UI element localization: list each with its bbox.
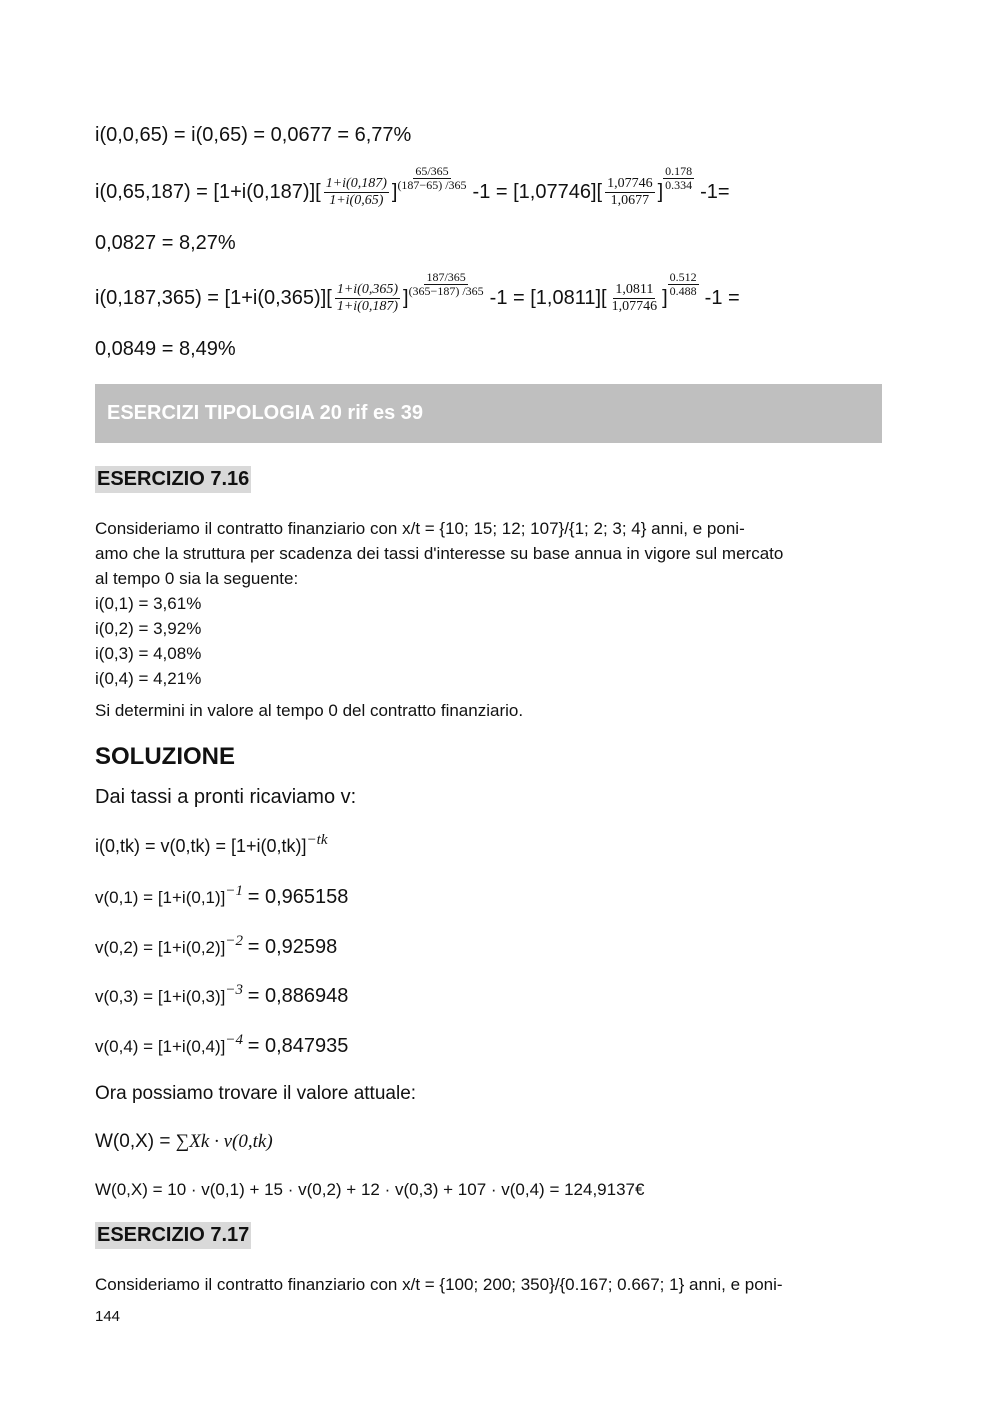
numerator: 1+i(0,365) (335, 282, 400, 299)
numerator-2: 1,0811 (613, 282, 655, 299)
text-line: al tempo 0 sia la seguente: (95, 569, 299, 588)
factor-value: = 0,847935 (247, 1035, 349, 1057)
exp-denominator: (365−187) /365 (408, 284, 484, 299)
section-banner: ESERCIZI TIPOLOGIA 20 rif es 39 (95, 384, 882, 443)
discount-factor-1 (95, 883, 349, 909)
formula-tail: -1= (700, 181, 730, 204)
formula-lhs: W(0,X) = (95, 1131, 176, 1152)
rate-item: i(0,3) = 4,08% (95, 644, 202, 663)
formula-tail: -1 = (704, 287, 740, 310)
exercise-text-7-17: Consideriamo il contratto finanziario con x/t = {100; 200; 350}/{0.167; 0.667; 1} anni, e poni- (95, 1275, 783, 1294)
formula-exponent: −tk (306, 832, 328, 848)
discount-general-formula (95, 832, 328, 857)
exp2-denominator: 0.334 (665, 178, 693, 193)
formula-forward-rate-2: i(0,65,187) = [1+i(0,187)][ $\frac{1+i(0,187)}{1+i(0,65)}$ ] $\frac{65/365}{(187-65) /365}$ -1 = [1,07746][ $\frac{1,07746}{1,0677}$ ] $\frac{0.178}{0.334}$ -1= (95, 163, 730, 209)
formula-lead: i(0,187,365) = [1+i(0,365)][ (95, 287, 332, 310)
factor-lhs: v(0,2) = [1+i(0,2)] (95, 938, 226, 957)
formula-forward-rate-1: i(0,0,65) = i(0,65) = 0,0677 = 6,77% (95, 124, 412, 146)
discount-factor-3 (95, 982, 349, 1008)
exponent-fraction-2 (663, 165, 694, 192)
formula-base: i(0,tk) = v(0,tk) = [1+i(0,tk)] (95, 836, 307, 856)
exp-numerator: 187/365 (426, 269, 466, 284)
denominator-2: 1,0677 (610, 193, 650, 209)
numerator: 1+i(0,187) (324, 176, 389, 193)
formula-mid: -1 = [1,07746][ (472, 181, 603, 204)
formula-lead: i(0,65,187) = [1+i(0,187)][ (95, 181, 321, 204)
formula-mid: -1 = [1,0811][ (489, 287, 607, 310)
factor-lhs: v(0,3) = [1+i(0,3)] (95, 987, 226, 1006)
fraction (335, 282, 400, 315)
factor-exponent: −3 (225, 982, 244, 998)
exercise-text-7-16 (95, 516, 865, 691)
formula-forward-rate-3: i(0,187,365) = [1+i(0,365)][ $\frac{1+i(0,365)}{1+i(0,187)}$ ] $\frac{187/365}{(365-187) /365}$ -1 = [1,0811][ $\frac{1,0811}{1,07746}$ ] $\frac{0.512}{0.488}$ -1 = (95, 269, 740, 315)
exercise-heading-7-16: ESERCIZIO 7.16 (95, 466, 251, 493)
factor-exponent: −2 (225, 933, 244, 949)
factor-exponent: −4 (225, 1032, 244, 1048)
discount-factor-2 (95, 933, 338, 959)
exercise-heading-7-17: ESERCIZIO 7.17 (95, 1222, 251, 1249)
formula-result-3: 0,0849 = 8,49% (95, 338, 236, 360)
solution-intro: Dai tassi a pronti ricaviamo v: (95, 786, 357, 808)
factor-exponent: −1 (225, 883, 244, 899)
page-number: 144 (95, 1308, 121, 1325)
rate-item: i(0,4) = 4,21% (95, 669, 202, 688)
text-line: Consideriamo il contratto finanziario con x/t = {10; 15; 12; 107}/{1; 2; 3; 4} anni, e poni- (95, 519, 745, 538)
fraction-2 (605, 176, 655, 209)
discount-factor-4 (95, 1032, 349, 1058)
exp2-numerator: 0.512 (669, 269, 697, 284)
factor-value: = 0,886948 (247, 985, 349, 1007)
exp-numerator: 65/365 (415, 163, 449, 178)
factor-value: = 0,965158 (247, 886, 349, 908)
exponent-fraction (409, 271, 484, 298)
exp2-numerator: 0.178 (665, 163, 693, 178)
factor-value: = 0,92598 (247, 936, 338, 958)
denominator: 1+i(0,65) (329, 193, 384, 209)
denominator: 1+i(0,187) (336, 299, 398, 315)
exp-denominator: (187−65) /365 (397, 178, 467, 193)
fraction (324, 176, 389, 209)
exp2-denominator: 0.488 (669, 284, 697, 299)
numerator-2: 1,07746 (605, 176, 655, 193)
present-value-formula (95, 1131, 273, 1153)
text-line: amo che la struttura per scadenza dei tassi d'interesse su base annua in vigore sul mercato (95, 544, 784, 563)
present-value-intro: Ora possiamo trovare il valore attuale: (95, 1083, 417, 1104)
exponent-fraction (397, 165, 466, 192)
factor-lhs: v(0,1) = [1+i(0,1)] (95, 888, 226, 907)
fraction-2 (610, 282, 660, 315)
formula-result-2: 0,0827 = 8,27% (95, 232, 236, 254)
factor-lhs: v(0,4) = [1+i(0,4)] (95, 1037, 226, 1056)
rate-item: i(0,2) = 3,92% (95, 619, 202, 638)
solution-heading: SOLUZIONE (95, 743, 236, 770)
present-value-calculation: W(0,X) = 10 · v(0,1) + 15 · v(0,2) + 12 · v(0,3) + 107 · v(0,4) = 124,9137€ (95, 1180, 645, 1199)
formula-rhs: ∑Xk · v(0,tk) (175, 1131, 273, 1152)
exercise-question: Si determini in valore al tempo 0 del contratto finanziario. (95, 701, 524, 720)
rate-item: i(0,1) = 3,61% (95, 594, 202, 613)
denominator-2: 1,07746 (611, 299, 658, 315)
exponent-fraction-2 (668, 271, 699, 298)
